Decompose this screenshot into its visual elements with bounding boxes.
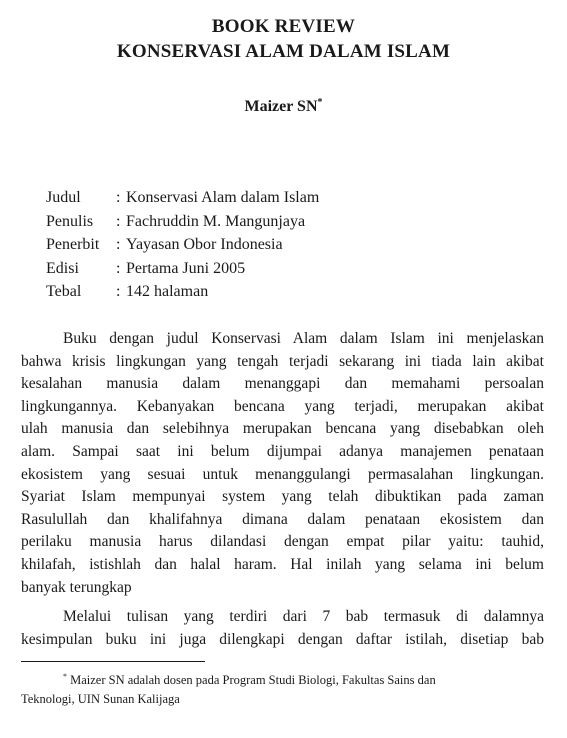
book-info-row — [46, 186, 319, 210]
book-info-row — [46, 233, 319, 257]
footnote — [21, 667, 544, 709]
book-info-value: 142 halaman — [126, 283, 209, 300]
body-paragraph-2 — [21, 606, 544, 651]
paragraph-line: ulah manusia dan selebihnya merupakan bencana yang disebabkan oleh — [21, 420, 544, 438]
book-info-row — [46, 210, 319, 234]
paragraph-line: kesalahan manusia dalam menanggapi dan memahami persoalan — [21, 375, 544, 393]
book-info-value: Yayasan Obor Indonesia — [126, 236, 283, 253]
book-info-separator: : — [116, 212, 121, 230]
book-info-separator: : — [116, 283, 121, 300]
book-info-value: Pertama Juni 2005 — [126, 259, 246, 277]
review-label: BOOK REVIEW — [211, 16, 356, 37]
book-info-row — [46, 257, 319, 281]
footnote-line: Teknologi, UIN Sunan Kalijaga — [21, 692, 180, 706]
book-info-label: Penulis — [46, 212, 94, 230]
footnote-divider — [21, 661, 205, 662]
paragraph-line: Syariat Islam mempunyai system yang telah dibuktikan pada zaman — [21, 488, 544, 506]
paragraph-line: banyak terungkap — [21, 578, 132, 596]
book-info-label: Edisi — [46, 259, 79, 277]
book-info-value: Konservasi Alam dalam Islam — [126, 189, 320, 206]
paragraph-line: Melalui tulisan yang terdiri dari 7 bab termasuk di dalamnya — [63, 608, 544, 625]
paragraph-line: Rasulullah dan khalifahnya dimana dalam penataan ekosistem dan — [21, 510, 544, 528]
paragraph-line: Buku dengan judul Konservasi Alam dalam Islam ini menjelaskan — [63, 330, 544, 347]
book-info-separator: : — [116, 236, 121, 253]
paragraph-line: alam. Sampai saat ini belum dijumpai adanya manajemen penataan — [21, 442, 544, 460]
body-paragraph-1 — [21, 328, 544, 599]
paragraph-line: bahwa krisis lingkungan yang tengah terjadi sekarang ini tiada lain akibat — [21, 352, 544, 370]
paragraph-line: kesimpulan buku ini juga dilengkapi dengan daftar istilah, disetiap bab — [21, 630, 544, 648]
book-info-table — [46, 186, 319, 304]
book-info-label: Penerbit — [46, 236, 100, 253]
paragraph-line: lingkungannya. Kebanyakan bencana yang terjadi, merupakan akibat — [21, 397, 544, 415]
paragraph-line: ekosistem yang sesuai untuk menanggulangi permasalahan lingkungan. — [21, 465, 544, 483]
book-info-value: Fachruddin M. Mangunjaya — [126, 212, 306, 230]
author-footnote-mark: * — [317, 97, 323, 108]
book-info-separator: : — [116, 189, 121, 206]
footnote-line — [21, 667, 544, 690]
paragraph-line: perilaku manusia harus dilandasi dengan empat pilar yaitu: tauhid, — [21, 533, 544, 551]
footnote-mark: * — [63, 672, 67, 681]
footnote-text: Maizer SN adalah dosen pada Program Studi Biologi, Fakultas Sains dan — [67, 673, 436, 687]
author-name — [0, 97, 567, 116]
book-info-label: Judul — [46, 189, 81, 206]
paragraph-line: khilafah, istishlah dan halal haram. Hal inilah yang selama ini belum — [21, 555, 544, 573]
author-name-text: Maizer SN — [244, 98, 318, 115]
document-title: KONSERVASI ALAM DALAM ISLAM — [116, 41, 451, 62]
book-info-label: Tebal — [46, 283, 82, 300]
book-info-separator: : — [116, 259, 121, 277]
book-info-row — [46, 280, 319, 304]
